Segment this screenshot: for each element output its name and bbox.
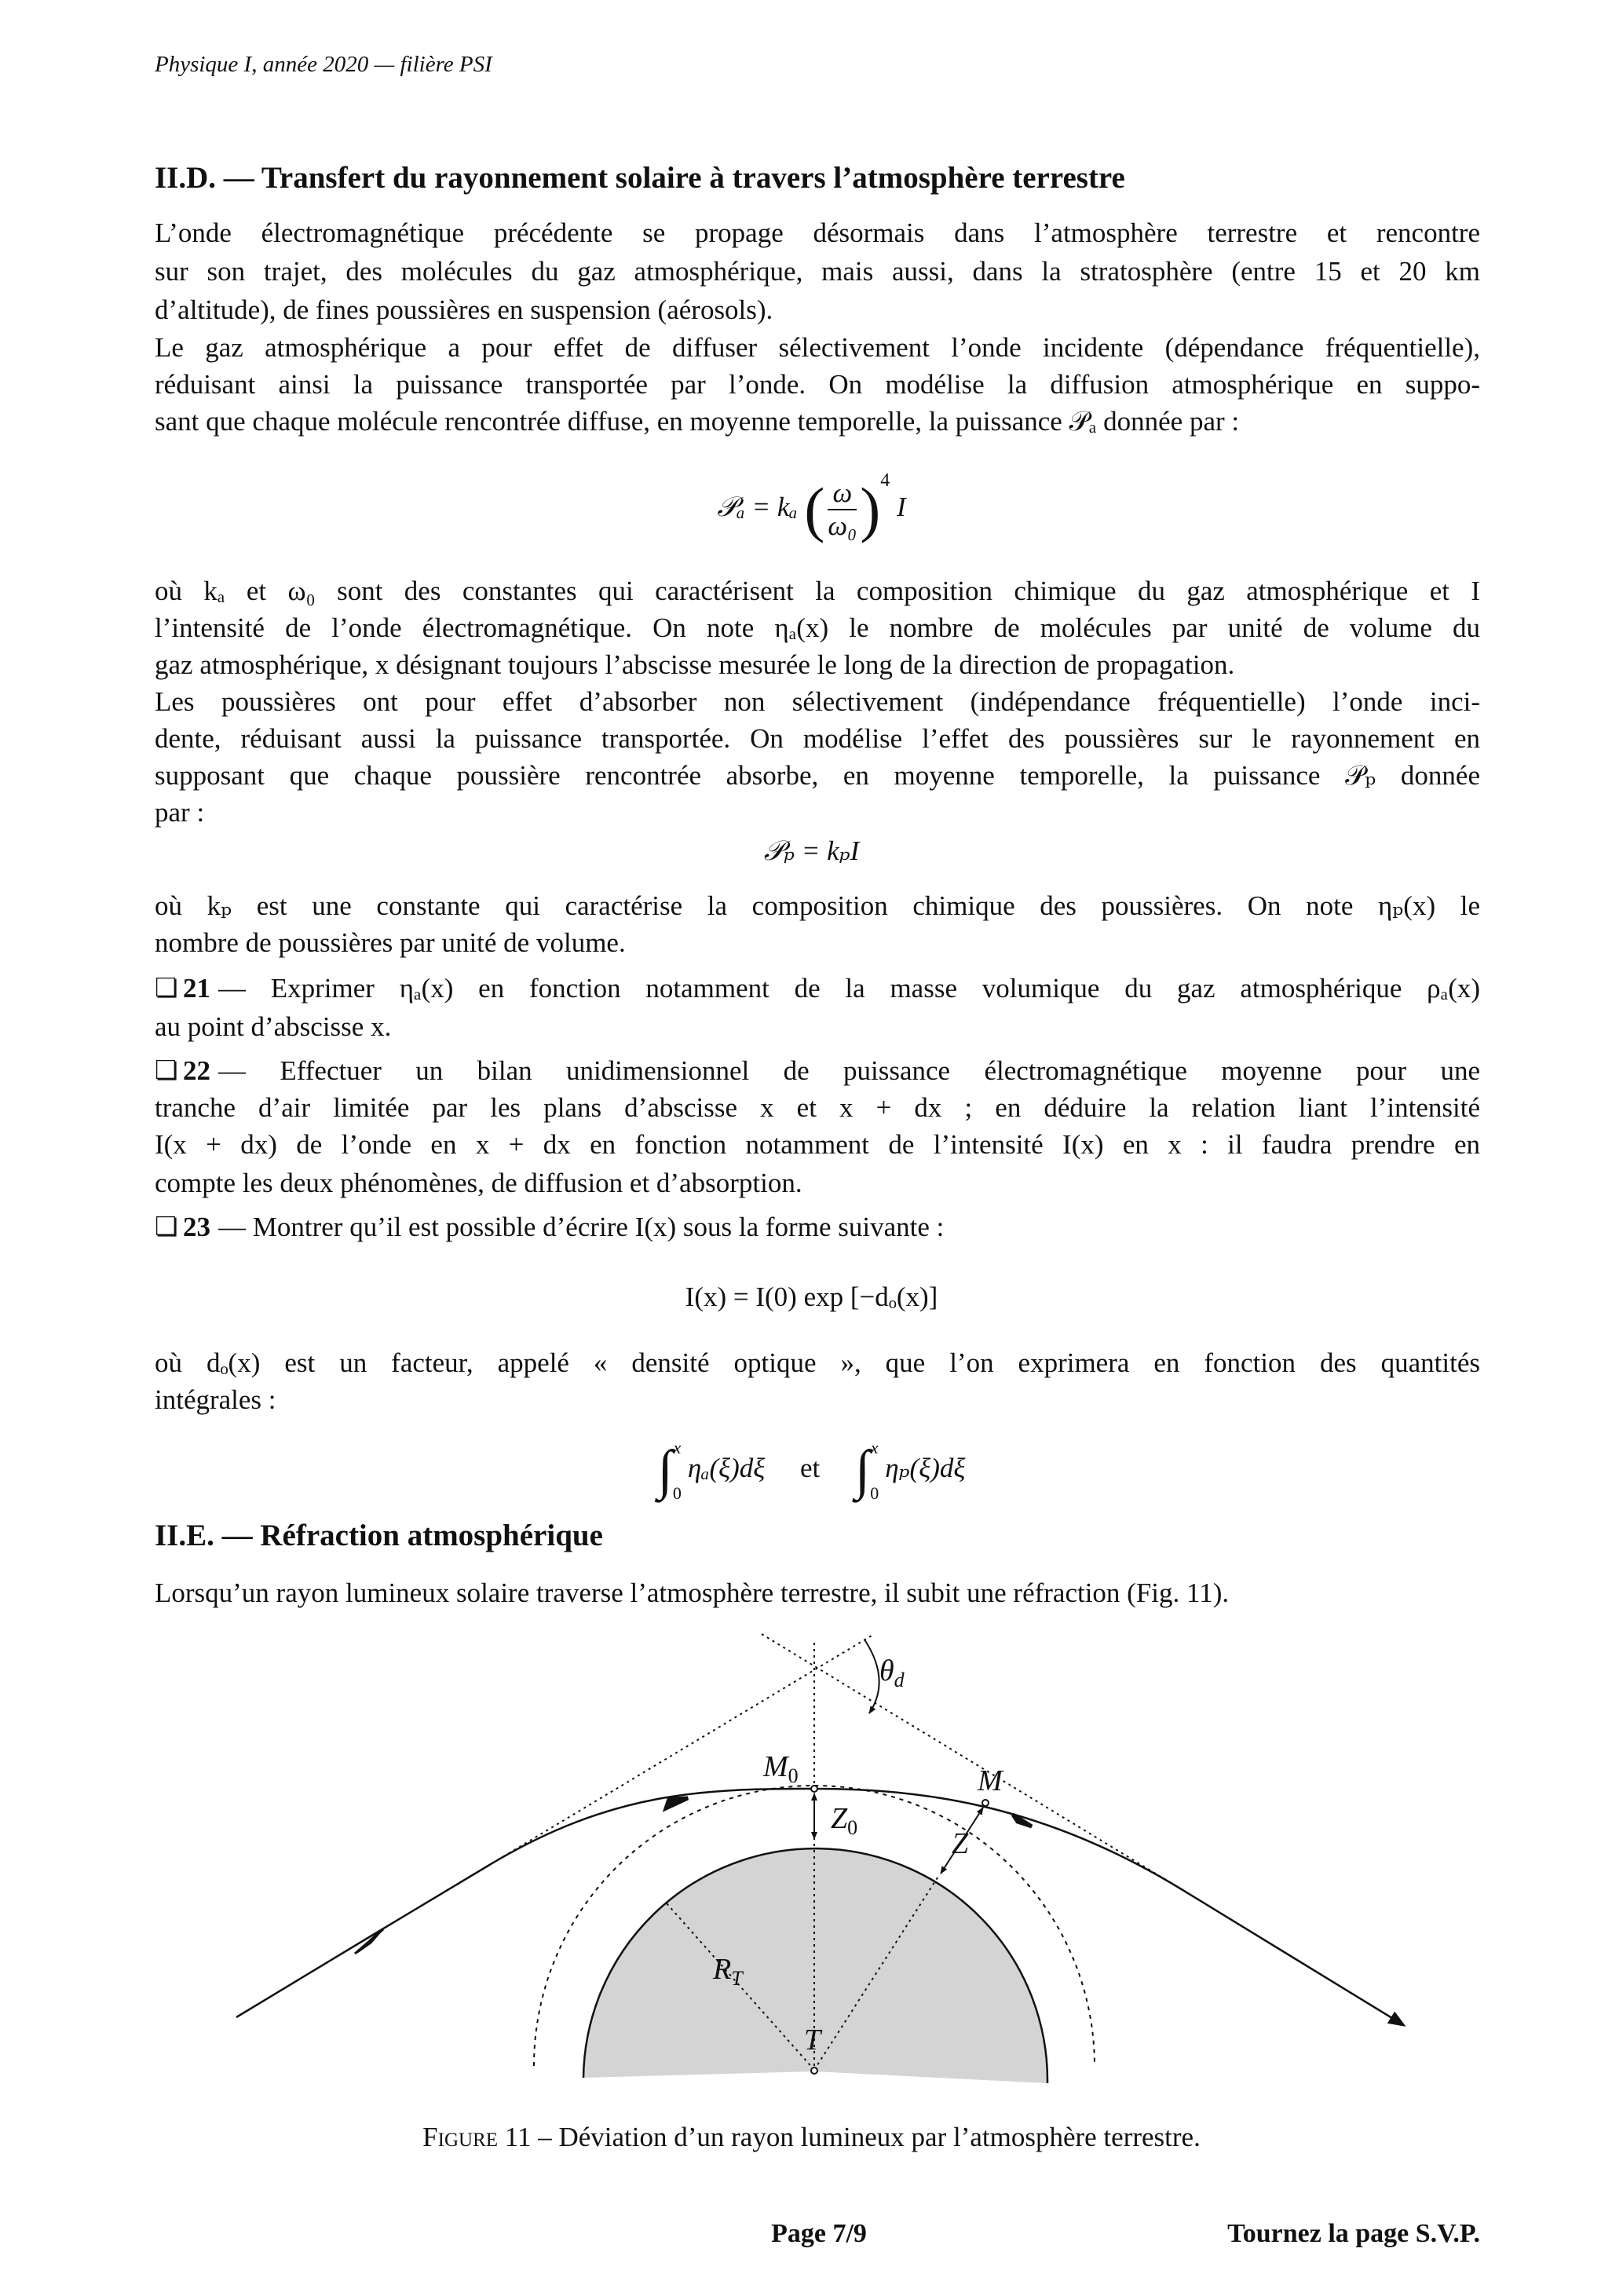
label-z: Z xyxy=(952,1827,969,1860)
paragraph-line: où kₐ et ω₀ sont des constantes qui caractérisent la composition chimique du gaz atmosphérique et I xyxy=(155,576,1480,606)
checkbox-icon[interactable]: ❏ xyxy=(155,974,178,1003)
integral-joiner: et xyxy=(799,1453,821,1484)
eq-rparen: ) xyxy=(860,474,881,543)
eq-rhs: I xyxy=(897,492,906,522)
caption-text: – Déviation d’un rayon lumineux par l’atmosphère terrestre. xyxy=(531,2122,1201,2152)
label-rt: $R_T$ xyxy=(713,1953,743,1990)
paragraph-line: gaz atmosphérique, x désignant toujours l’abscisse mesurée le long de la direction de propagation. xyxy=(155,649,1235,680)
page-number: Page 7/9 xyxy=(771,2219,867,2248)
paragraph-line: d’altitude), de fines poussières en suspension (aérosols). xyxy=(155,294,773,325)
label-m0: $M_0$ xyxy=(763,1750,799,1787)
equation-pp: 𝒫ₚ = kₚI xyxy=(763,835,860,866)
figure-caption xyxy=(0,2122,1623,2153)
paragraph-line: l’intensité de l’onde électromagnétique. On note ηₐ(x) le nombre de molécules par unité de volume du xyxy=(155,612,1480,643)
eq-denominator: ω₀ xyxy=(828,510,857,541)
integral-sign: ∫ xyxy=(855,1440,871,1501)
paragraph-line: par : xyxy=(155,797,205,828)
integral-lower: 0 xyxy=(870,1483,879,1503)
section-title-iid: II.D. — Transfert du rayonnement solaire à travers l’atmosphère terrestre xyxy=(155,161,1125,195)
label-theta-d: $\theta_d$ xyxy=(879,1654,905,1691)
section-title-iie: II.E. — Réfraction atmosphérique xyxy=(155,1519,603,1552)
eq-numerator: ω xyxy=(828,477,857,510)
point-t xyxy=(811,2067,817,2074)
question-text: au point d’abscisse x. xyxy=(155,1011,392,1042)
paragraph-line: Le gaz atmosphérique a pour effet de diffuser sélectivement l’onde incidente (dépendance fréquentielle), xyxy=(155,332,1480,363)
question-text: tranche d’air limitée par les plans d’abscisse x et x + dx ; en déduire la relation liant l’intensité xyxy=(155,1092,1480,1123)
point-m0 xyxy=(811,1786,817,1792)
turn-page-note: Tournez la page S.V.P. xyxy=(1227,2219,1480,2248)
paragraph-line: réduisant ainsi la puissance transportée par l’onde. On modélise la diffusion atmosphérique en suppo- xyxy=(155,369,1480,400)
paragraph-line: intégrales : xyxy=(155,1384,276,1415)
question-text: — Montrer qu’il est possible d’écrire I(x) sous la forme suivante : xyxy=(218,1212,945,1242)
integral-upper: x xyxy=(673,1438,682,1457)
running-header: Physique I, année 2020 — filière PSI xyxy=(155,52,492,77)
integral-second: ηₚ(ξ)dξ xyxy=(885,1453,966,1484)
equation-intensity: I(x) = I(0) exp [−dₒ(x)] xyxy=(685,1281,938,1312)
checkbox-icon[interactable]: ❏ xyxy=(155,1057,178,1085)
ray-arrow-icon xyxy=(666,1798,688,1808)
paragraph-line: dente, réduisant aussi la puissance transportée. On modélise l’effet des poussières sur le rayonnement en xyxy=(155,723,1480,754)
question-number: 22 xyxy=(183,1055,210,1086)
paragraph-line: nombre de poussières par unité de volume. xyxy=(155,927,626,958)
paragraph-line: Lorsqu’un rayon lumineux solaire traverse l’atmosphère terrestre, il subit une réfraction (Fig. 11). xyxy=(155,1578,1230,1608)
paragraph-line: où dₒ(x) est un facteur, appelé « densité optique », que l’on exprimera en fonction des quantités xyxy=(155,1347,1480,1378)
integral-upper: x xyxy=(870,1438,879,1457)
integral-first: ηₐ(ξ)dξ xyxy=(687,1453,766,1484)
point-m xyxy=(982,1800,989,1806)
ray-arrow-icon xyxy=(355,1929,383,1954)
theta-arrow xyxy=(865,1640,879,1713)
label-t: T xyxy=(804,2024,821,2057)
eq-lparen: ( xyxy=(804,474,825,543)
question-text: — Exprimer ηₐ(x) en fonction notamment de la masse volumique du gaz atmosphérique ρₐ(x) xyxy=(218,973,1480,1004)
eq-lhs: 𝒫ₐ = kₐ xyxy=(717,492,798,522)
paragraph-line: sur son trajet, des molécules du gaz atmosphérique, mais aussi, dans la stratosphère (entre 15 et 20 km xyxy=(155,256,1480,287)
integral-sign: ∫ xyxy=(657,1440,673,1501)
paragraph-line: Les poussières ont pour effet d’absorber non sélectivement (indépendance fréquentielle) l’onde inci- xyxy=(155,686,1480,717)
question-number: 23 xyxy=(183,1212,210,1242)
label-z0: $Z_0$ xyxy=(831,1802,858,1839)
question-text: I(x + dx) de l’onde en x + dx en fonction notamment de l’intensité I(x) en x : il faudra prendre en xyxy=(155,1129,1480,1160)
question-text: — Effectuer un bilan unidimensionnel de puissance électromagnétique moyenne pour une xyxy=(218,1055,1480,1086)
checkbox-icon[interactable]: ❏ xyxy=(155,1213,178,1241)
paragraph-line: L’onde électromagnétique précédente se propage désormais dans l’atmosphère terrestre et rencontre xyxy=(155,218,1480,248)
caption-prefix: Figure 11 xyxy=(422,2122,532,2152)
paragraph-line: où kₚ est une constante qui caractérise la composition chimique des poussières. On note ηₚ(x) le xyxy=(155,890,1480,921)
integral-lower: 0 xyxy=(672,1483,682,1503)
label-m: M xyxy=(978,1764,1003,1797)
paragraph-line: sant que chaque molécule rencontrée diffuse, en moyenne temporelle, la puissance 𝒫ₐ donnée par : xyxy=(155,406,1240,437)
question-text: compte les deux phénomènes, de diffusion et d’absorption. xyxy=(155,1168,802,1198)
eq-exponent: 4 xyxy=(880,470,890,491)
paragraph-line: supposant que chaque poussière rencontrée absorbe, en moyenne temporelle, la puissance 𝒫ₚ donnée xyxy=(155,760,1480,791)
question-number: 21 xyxy=(183,973,210,1004)
